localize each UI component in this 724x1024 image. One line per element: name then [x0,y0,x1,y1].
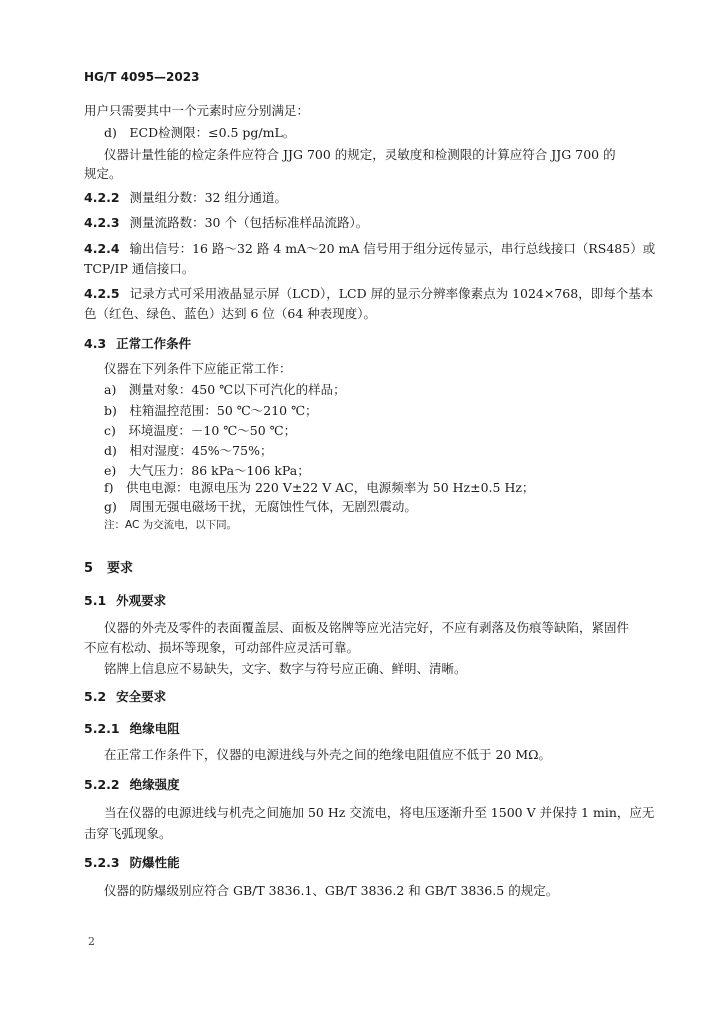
section-number: 4.3 [84,336,107,351]
intro-line: 用户只需要其中一个元素时应分别满足： [84,103,310,118]
condition-item-c: c) 环境温度：－10 ℃～50 ℃； [104,423,297,438]
condition-item-a: a) 测量对象：450 ℃以下可汽化的样品； [104,382,346,397]
section-number: 5.2.1 [84,721,120,736]
section-title: 防爆性能 [129,855,180,870]
intro-paragraph-line-1: 仪器计量性能的检定条件应符合 JJG 700 的规定，灵敏度和检测限的计算应符合 JJG 700 的 [104,147,616,162]
section-heading-5-1 [84,591,166,609]
clause-number: 4.2.3 [84,215,120,230]
appearance-paragraph-line-2: 不应有松动、损坏等现象，可动部件应灵活可靠。 [84,640,360,655]
clause-text-line-1: 记录方式可采用液晶显示屏（LCD），LCD 屏的显示分辨率像素点为 1024×768，即每个基本 [129,286,654,301]
section-number: 5.2.2 [84,777,120,792]
clause-4-2-3 [84,213,368,231]
section-title: 外观要求 [116,593,167,608]
intro-item-d: d) ECD检测限：≤0.5 pg/mL。 [104,125,296,140]
clause-number: 4.2.2 [84,190,120,205]
section-heading-4-3 [84,334,191,352]
condition-item-e: e) 大气压力：86 kPa～106 kPa； [104,463,310,478]
clause-4-2-5-line-2: 色（红色、绿色、蓝色）达到 6 位（64 种表现度）。 [84,306,377,321]
section-number: 5.1 [84,593,107,608]
explosion-proof-paragraph: 仪器的防爆级别应符合 GB/T 3836.1、GB/T 3836.2 和 GB/T 3836.5 的规定。 [104,883,559,898]
condition-item-f: f) 供电电源：电源电压为 220 V±22 V AC，电源频率为 50 Hz±0.5 Hz； [104,480,535,495]
section-heading-5-2-1 [84,719,180,737]
clause-text-line-1: 输出信号：16 路～32 路 4 mA～20 mA 信号用于组分远传显示，串行总线接口（RS485）或 [129,241,656,256]
section-title: 正常工作条件 [116,336,192,351]
clause-text: 测量流路数：30 个（包括标准样品流路）。 [129,215,369,230]
chapter-number: 5 [84,561,94,576]
section-title: 绝缘强度 [129,777,180,792]
clause-4-2-5 [84,284,653,302]
intro-paragraph-line-2: 规定。 [84,166,122,181]
clause-4-2-2 [84,188,287,206]
conditions-intro: 仪器在下列条件下应能正常工作： [104,361,292,376]
conditions-note: 注：AC 为交流电，以下同。 [104,519,238,531]
section-heading-5-2-2 [84,775,180,793]
document-id-header: HG/T 4095—2023 [84,70,200,84]
clause-number: 4.2.5 [84,286,120,301]
insulation-strength-paragraph-line-2: 击穿飞弧现象。 [84,826,172,841]
section-title: 绝缘电阻 [129,721,180,736]
chapter-heading-5 [84,557,133,576]
section-heading-5-2-3 [84,853,180,871]
insulation-resistance-paragraph: 在正常工作条件下，仪器的电源进线与外壳之间的绝缘电阻值应不低于 20 MΩ。 [104,747,552,762]
clause-4-2-4 [84,239,655,257]
clause-number: 4.2.4 [84,241,120,256]
clause-4-2-4-line-2: TCP/IP 通信接口。 [84,261,195,276]
appearance-paragraph-2: 铭牌上信息应不易缺失，文字、数字与符号应正确、鲜明、清晰。 [104,661,467,676]
appearance-paragraph-line-1: 仪器的外壳及零件的表面覆盖层、面板及铭牌等应光洁完好，不应有剥落及伤痕等缺陷，紧固件 [104,620,630,635]
condition-item-d: d) 相对湿度：45%～75%； [104,443,273,458]
condition-item-g: g) 周围无强电磁场干扰，无腐蚀性气体，无剧烈震动。 [104,499,417,514]
insulation-strength-paragraph-line-1: 当在仪器的电源进线与机壳之间施加 50 Hz 交流电，将电压逐渐升至 1500 V 并保持 1 min，应无 [104,805,655,820]
chapter-title: 要求 [107,561,134,576]
section-number: 5.2 [84,689,107,704]
page-number: 2 [88,935,95,948]
section-title: 安全要求 [116,689,167,704]
clause-text: 测量组分数：32 组分通道。 [129,190,287,205]
condition-item-b: b) 柱箱温控范围：50 ℃～210 ℃； [104,403,318,418]
section-number: 5.2.3 [84,855,120,870]
section-heading-5-2 [84,687,166,705]
